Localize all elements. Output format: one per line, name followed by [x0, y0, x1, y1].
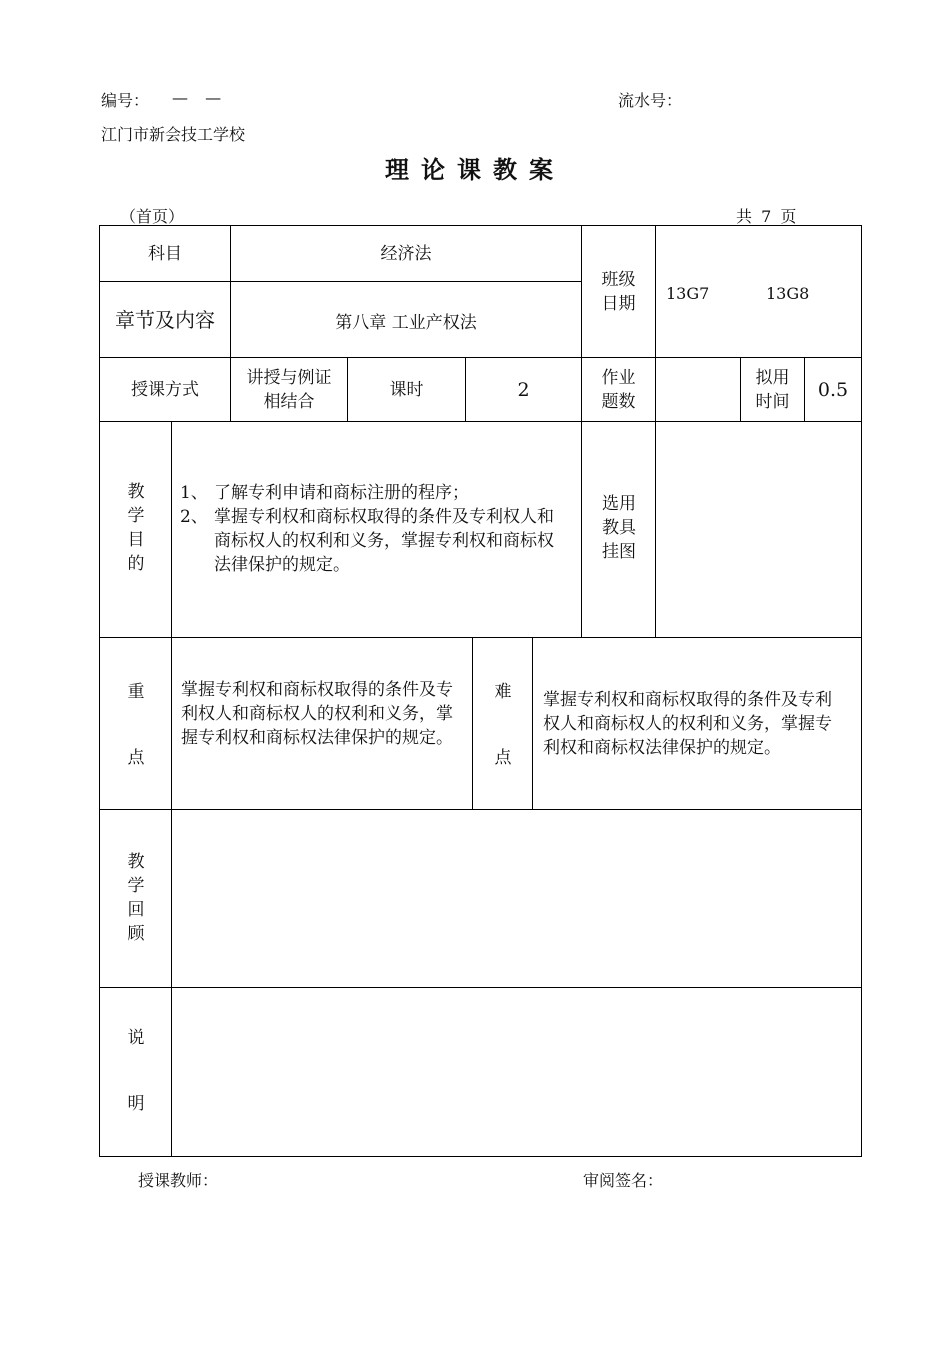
- note-label-char-1: 说: [127, 1028, 145, 1048]
- class-value-cell: [656, 226, 862, 358]
- key-point-text: 掌握专利权和商标权取得的条件及专利权人和商标权人的权利和义务，掌握专利权和商标权法律保护的规定。: [181, 680, 453, 748]
- review-sign-label: 审阅签名：: [583, 1171, 664, 1190]
- plan-time-label-cell: [741, 358, 805, 422]
- key-point-label-char-1: 重: [127, 682, 145, 702]
- difficult-point-label-cell: [473, 638, 533, 810]
- method-value-cell: [231, 358, 348, 422]
- difficult-point-cell: [533, 638, 862, 810]
- hours-value: 2: [517, 378, 530, 401]
- objectives-list: [180, 481, 568, 577]
- date-label: 日期: [601, 293, 636, 314]
- tools-value-cell: [656, 422, 862, 638]
- difficult-point-text: 掌握专利权和商标权取得的条件及专利权人和商标权人的权利和义务，掌握专利权和商标权法律保护的规定。: [543, 690, 832, 758]
- method-value-line-1: 讲授与例证: [246, 367, 332, 388]
- chapter-value-cell: [231, 282, 582, 358]
- chapter-label-cell: [100, 282, 231, 358]
- review-label-char-3: 回: [127, 900, 145, 920]
- review-label-char-2: 学: [127, 876, 145, 896]
- objective-label-cell: [100, 422, 172, 638]
- review-cell: [172, 810, 862, 988]
- difficult-point-label-char-1: 难: [494, 682, 512, 702]
- tools-label-line-2: 教具: [602, 518, 636, 538]
- method-label: 授课方式: [131, 379, 199, 400]
- homework-label-line-2: 题数: [601, 391, 636, 412]
- first-page-label: （首页）: [120, 207, 185, 226]
- tools-label-line-3: 挂图: [602, 542, 636, 562]
- homework-label-cell: [582, 358, 656, 422]
- homework-label-line-1: 作业: [601, 367, 636, 388]
- review-label-cell: [100, 810, 172, 988]
- objective-item-text: 了解专利申请和商标注册的程序；: [214, 483, 469, 503]
- plan-time-value-cell: [805, 358, 862, 422]
- homework-value-cell: [656, 358, 741, 422]
- objective-item-text: 掌握专利权和商标权取得的条件及专利权人和商标权人的权利和义务，掌握专利权和商标权法律保护的规定。: [214, 507, 554, 575]
- subject-label: 科目: [148, 243, 182, 264]
- subject-value-cell: [231, 226, 582, 282]
- class-1: 13G7: [666, 284, 710, 303]
- doc-number-label: 编号：: [101, 91, 150, 110]
- school-name: 江门市新会技工学校: [101, 125, 246, 144]
- objective-item: [180, 505, 568, 577]
- hours-label-cell: [348, 358, 466, 422]
- review-label-char-4: 顾: [127, 924, 145, 944]
- key-point-label-cell: [100, 638, 172, 810]
- objective-item: [180, 481, 568, 505]
- class-date-label-cell: [582, 226, 656, 358]
- lesson-plan-table: [99, 225, 862, 1157]
- hours-value-cell: [466, 358, 582, 422]
- key-point-label-char-2: 点: [127, 748, 145, 768]
- doc-number-value: — —: [172, 88, 228, 107]
- serial-number-label: 流水号：: [618, 91, 683, 110]
- subject-value: 经济法: [380, 243, 432, 264]
- objective-item-number: 2、: [180, 507, 208, 527]
- plan-time-label-line-1: 拟用: [755, 367, 790, 388]
- difficult-point-label-char-2: 点: [494, 748, 512, 768]
- objective-label-char-2: 学: [127, 506, 145, 526]
- class-label: 班级: [601, 269, 636, 290]
- page-title: 理论课教案: [385, 155, 565, 184]
- plan-time-value: 0.5: [817, 378, 849, 401]
- method-label-cell: [100, 358, 231, 422]
- note-cell: [172, 988, 862, 1157]
- teacher-label: 授课教师：: [138, 1171, 219, 1190]
- tools-label-cell: [582, 422, 656, 638]
- objective-label-char-4: 的: [127, 554, 145, 574]
- chapter-label: 章节及内容: [115, 307, 215, 332]
- objectives-cell: [172, 422, 582, 638]
- total-pages-label: 共 7 页: [736, 207, 797, 226]
- class-2: 13G8: [766, 284, 810, 303]
- key-point-cell: [172, 638, 473, 810]
- note-label-cell: [100, 988, 172, 1157]
- objective-item-number: 1、: [180, 483, 208, 503]
- plan-time-label-line-2: 时间: [755, 391, 790, 412]
- subject-label-cell: [100, 226, 231, 282]
- review-label-char-1: 教: [127, 852, 145, 872]
- tools-label-line-1: 选用: [602, 494, 636, 514]
- method-value-line-2: 相结合: [263, 391, 315, 412]
- hours-label: 课时: [389, 379, 424, 400]
- note-label-char-2: 明: [127, 1094, 145, 1114]
- objective-label-char-3: 目: [127, 530, 145, 550]
- objective-label-char-1: 教: [127, 482, 145, 502]
- chapter-value: 第八章 工业产权法: [335, 312, 477, 333]
